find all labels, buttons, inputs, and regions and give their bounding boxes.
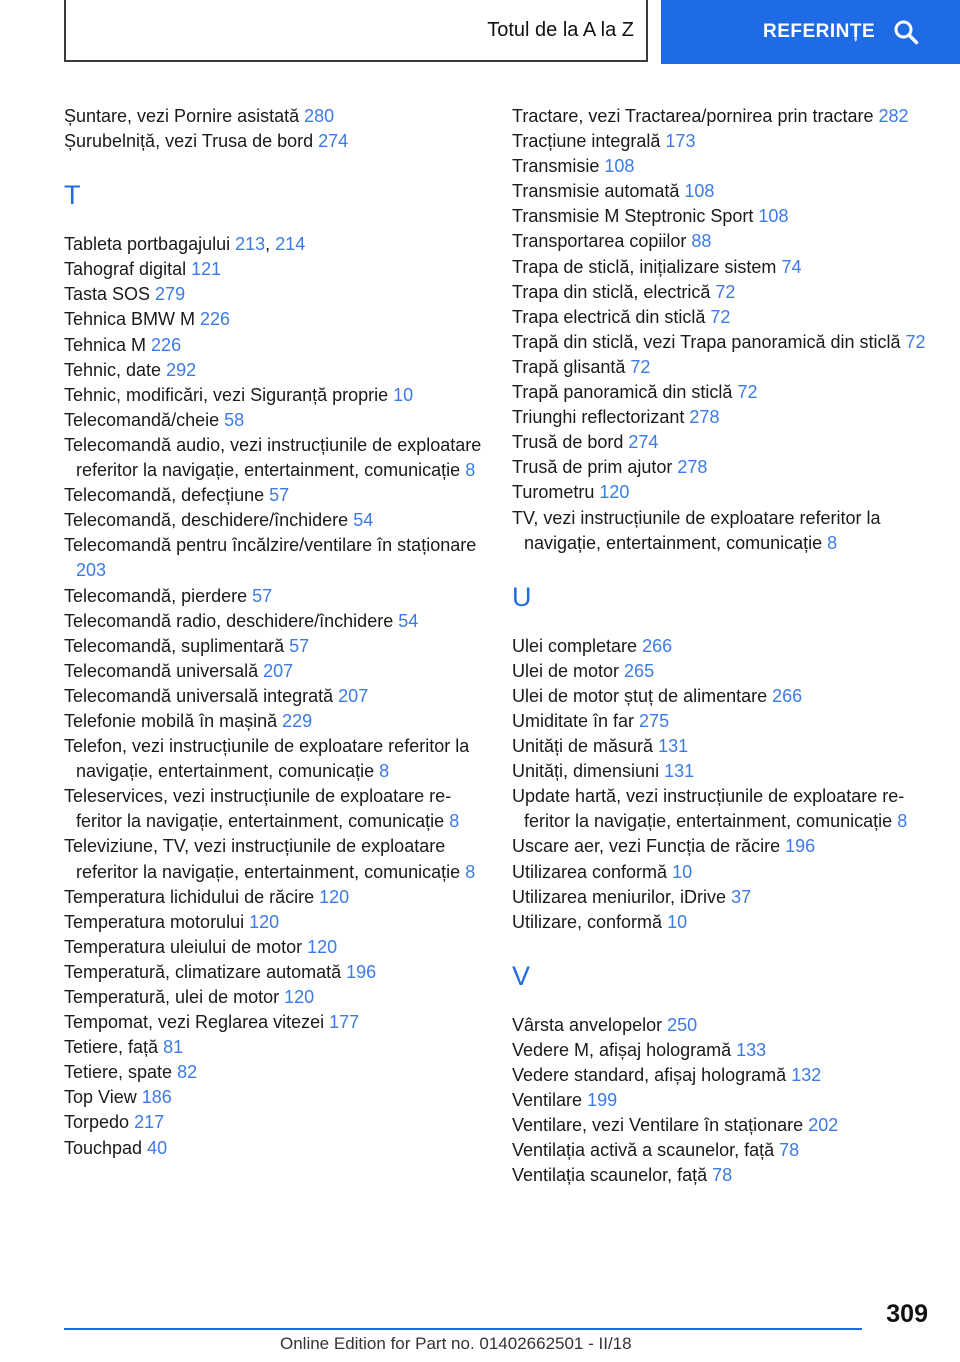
page-reference-link[interactable]: 57 (289, 635, 310, 656)
page-reference-link[interactable]: 8 (449, 811, 460, 832)
index-entry (64, 734, 484, 784)
page-reference-link[interactable]: 120 (319, 886, 350, 907)
page-reference-link[interactable]: 196 (785, 836, 816, 857)
index-entry-text: Tehnica M (64, 334, 152, 355)
section-spacer (64, 210, 484, 232)
index-entry (64, 834, 484, 884)
index-letter-heading: U (512, 581, 532, 612)
index-entry-text: Umiditate în far (512, 710, 640, 731)
index-entry-text: Televiziune, TV, vezi instrucțiunile de exploatare referitor la navigație, entertainment, comunicație (64, 836, 466, 882)
index-entry-text: Unități de măsură (512, 736, 659, 757)
index-entry (64, 1110, 484, 1135)
index-entry-text: Vedere standard, afișaj hologramă (512, 1065, 792, 1085)
page-reference-link[interactable]: 120 (307, 936, 338, 957)
index-entry-text: Utilizarea meniurilor, iDrive (512, 886, 732, 907)
index-entry-text: Transmisie automată (512, 181, 685, 202)
index-entry-text: Touchpad (64, 1137, 148, 1158)
index-entry-text: Tableta portbagajului (64, 234, 236, 255)
page-number: 309 (886, 1300, 928, 1328)
index-entry (64, 910, 484, 935)
index-entry (64, 634, 484, 659)
index-entry-text: Tetiere, față (64, 1037, 164, 1058)
index-entry-text: Utilizare, conformă (512, 911, 668, 932)
index-entry (512, 154, 932, 179)
index-entry (64, 1085, 484, 1110)
page-reference-link[interactable]: 265 (624, 660, 655, 681)
page-reference-link[interactable]: 37 (731, 886, 752, 907)
index-entry (64, 232, 484, 257)
page-reference-link[interactable]: 40 (147, 1137, 168, 1158)
index-entry (64, 659, 484, 684)
index-entry (512, 684, 932, 709)
index-entry (64, 935, 484, 960)
index-entry (64, 129, 484, 154)
page-reference-link[interactable]: 8 (897, 811, 908, 832)
index-entry-text: Tehnica BMW M (64, 309, 201, 330)
index-entry-text: Trapă panoramică din sticlă (512, 382, 738, 403)
section-spacer (64, 154, 484, 180)
index-entry (512, 860, 932, 885)
index-entry (512, 179, 932, 204)
index-entry-text: Telecomandă universală integrată (64, 685, 339, 706)
index-entry-text: Trusă de prim ajutor (512, 457, 678, 478)
page-reference-link[interactable]: 72 (710, 306, 731, 327)
index-entry-text: Unități, dimensiuni (512, 761, 665, 782)
index-entry (512, 759, 932, 784)
index-entry-text: Trusă de bord (512, 432, 629, 453)
index-entry (64, 508, 484, 533)
footer-divider (64, 1328, 862, 1330)
page-reference-link[interactable]: 72 (737, 382, 758, 403)
index-entry (64, 885, 484, 910)
index-entry-text: Torpedo (64, 1112, 135, 1133)
index-entry (512, 355, 932, 380)
index-entry (512, 405, 932, 430)
page-reference-link[interactable]: 226 (151, 334, 182, 355)
page-reference-link[interactable]: 131 (658, 736, 689, 757)
index-entry (512, 129, 932, 154)
index-entry-text: Șurubelniță, vezi Trusa de bord (64, 131, 319, 152)
page-reference-link[interactable]: 282 (878, 106, 909, 126)
page-reference-link[interactable]: 120 (249, 911, 280, 932)
index-entry (512, 659, 932, 684)
index-entry-text: Tempomat, vezi Reglarea vitezei (64, 1012, 330, 1033)
page-reference-link[interactable]: 54 (398, 610, 419, 631)
page-reference-link[interactable]: 133 (736, 1039, 767, 1060)
page-reference-link[interactable]: 279 (155, 284, 186, 305)
index-entry (64, 1060, 484, 1085)
section-header (64, 0, 648, 62)
index-entry-text: TV, vezi instrucțiunile de exploatare referitor la navigație, entertainment, comunicație (512, 507, 881, 553)
index-entry-text: Tetiere, spate (64, 1062, 178, 1083)
index-entry (512, 1063, 932, 1088)
index-entry-text: Teleservices, vezi instrucțiunile de exploatare referitor la navigație, entertainment, comunicație (64, 786, 452, 832)
index-entry (64, 383, 484, 408)
index-entry-text: Telecomandă universală (64, 660, 264, 681)
section-spacer (512, 612, 932, 634)
index-entry (512, 506, 932, 556)
index-entry-text: Ulei de motor ștuț de alimentare (512, 685, 773, 706)
index-entry-text: Telecomandă, defecțiune (64, 485, 270, 506)
page-reference-link[interactable]: 121 (191, 259, 222, 280)
index-entry-text: Ventilare (512, 1090, 588, 1111)
page-reference-link[interactable]: 88 (691, 231, 712, 252)
index-entry-text: Top View (64, 1087, 142, 1108)
page-reference-link[interactable]: 58 (224, 409, 245, 430)
index-entry-text: Triunghi reflectorizant (512, 407, 690, 428)
index-entry-text: Ventilația activă a scaunelor, față (512, 1140, 780, 1161)
index-entry-text: Ventilația scaunelor, față (512, 1165, 713, 1186)
index-entry (64, 282, 484, 307)
index-entry-text: Ventilare, vezi Ventilare în staționare (512, 1115, 809, 1136)
index-entry-text: Vârsta anvelopelor (512, 1014, 668, 1035)
index-entry-text: Temperatură, climatizare automată (64, 961, 347, 982)
page-reference-link[interactable]: 108 (604, 156, 635, 177)
index-entry (64, 985, 484, 1010)
index-entry (512, 330, 932, 355)
page-reference-link[interactable]: 217 (134, 1112, 165, 1133)
index-entry (512, 734, 932, 759)
page-reference-link[interactable]: 266 (642, 635, 673, 656)
index-entry (64, 784, 484, 834)
index-entry-text: Tahograf digital (64, 259, 192, 280)
index-entry-text: Ulei de motor (512, 660, 625, 681)
page-reference-link[interactable]: 120 (599, 482, 630, 503)
index-entry (512, 634, 932, 659)
index-entry (64, 960, 484, 985)
index-entry-text: Turometru (512, 482, 600, 503)
index-entry-text: Ulei completare (512, 635, 643, 656)
index-entry (512, 305, 932, 330)
page-reference-link[interactable]: 8 (465, 861, 476, 882)
page-reference-link[interactable]: 207 (263, 660, 294, 681)
index-entry-text: Tehnic, date (64, 359, 167, 380)
page-reference-link[interactable]: 274 (628, 432, 659, 453)
section-spacer (512, 556, 932, 582)
page-reference-link[interactable]: 54 (353, 510, 374, 531)
section-spacer (512, 935, 932, 961)
page-reference-link[interactable]: 266 (772, 685, 803, 706)
index-entry (64, 1035, 484, 1060)
section-title: Totul de la A la Z (487, 18, 634, 41)
index-letter-heading: T (64, 180, 81, 211)
index-entry (512, 280, 932, 305)
index-entry (64, 483, 484, 508)
index-entry (512, 784, 932, 834)
index-entry (64, 684, 484, 709)
index-entry-text: Telecomandă/cheie (64, 409, 225, 430)
index-entry-text: Temperatura uleiului de motor (64, 936, 308, 957)
page-reference-link[interactable]: 173 (665, 131, 696, 152)
index-entry (512, 104, 932, 129)
index-entry (512, 229, 932, 254)
index-entry (64, 1010, 484, 1035)
index-entry (512, 204, 932, 229)
index-entry (64, 584, 484, 609)
index-entry-text: Uscare aer, vezi Funcția de răcire (512, 836, 786, 857)
page-reference-link[interactable]: 226 (200, 309, 231, 330)
index-entry-text: Trapă glisantă (512, 356, 631, 377)
index-entry-text: Trapa de sticlă, inițializare sistem (512, 256, 782, 277)
page-reference-link[interactable]: 199 (587, 1090, 618, 1111)
page-reference-link[interactable]: 108 (758, 206, 789, 227)
page-reference-link[interactable]: 72 (905, 331, 926, 352)
index-entry (512, 430, 932, 455)
page-reference-link[interactable]: 229 (282, 710, 313, 731)
index-entry (512, 255, 932, 280)
page-reference-link[interactable]: 10 (393, 384, 414, 405)
index-entry (64, 307, 484, 332)
page-reference-link[interactable]: 72 (630, 356, 651, 377)
page-reference-link[interactable]: 214 (275, 234, 306, 255)
index-entry-text: Telecomandă radio, deschidere/închidere (64, 610, 399, 631)
index-entry-text: Telecomandă, suplimentară (64, 635, 290, 656)
page-reference-link[interactable]: 292 (166, 359, 197, 380)
index-entry-text: Trapă din sticlă, vezi Trapa panoramică din sticlă (512, 331, 906, 352)
index-entry (512, 709, 932, 734)
page-reference-link[interactable]: 81 (163, 1037, 184, 1058)
index-entry-text: Temperatură, ulei de motor (64, 987, 285, 1007)
index-entry (512, 1013, 932, 1038)
page-reference-link[interactable]: 278 (677, 457, 708, 478)
index-entry-text: Vedere M, afișaj hologramă (512, 1039, 737, 1060)
index-entry-text: Telefonie mobilă în mașină (64, 710, 283, 731)
index-column-right (512, 104, 932, 1188)
section-spacer (512, 991, 932, 1013)
page-reference-link[interactable]: 250 (667, 1014, 698, 1035)
page-reference-link[interactable]: 274 (318, 131, 349, 152)
page-reference-link[interactable]: 8 (465, 460, 476, 481)
page-reference-link[interactable]: 57 (269, 485, 290, 506)
page-reference-link[interactable]: 177 (329, 1012, 360, 1033)
index-entry (512, 380, 932, 405)
index-entry-text: Transmisie (512, 156, 605, 177)
index-entry (512, 1138, 932, 1163)
page-reference-link[interactable]: 278 (689, 407, 720, 428)
page-reference-link[interactable]: 8 (827, 532, 838, 553)
page-reference-link[interactable]: 207 (338, 685, 369, 706)
page-reference-link[interactable]: 120 (284, 987, 315, 1007)
index-entry-text: Tractare, vezi Tractarea/pornirea prin tractare (512, 106, 879, 126)
index-entry-text: Trapa din sticlă, electrică (512, 281, 716, 302)
index-entry (512, 910, 932, 935)
index-entry-text: Transmisie M Steptronic Sport (512, 206, 759, 227)
page-reference-link[interactable]: 213 (235, 234, 266, 255)
index-column-left (64, 104, 484, 1161)
index-entry-text: Tracțiune integrală (512, 131, 666, 152)
index-letter-heading: V (512, 960, 531, 991)
index-entry (64, 609, 484, 634)
index-entry (64, 709, 484, 734)
page-reference-link[interactable]: 82 (177, 1062, 198, 1083)
page-reference-link[interactable]: 10 (667, 911, 688, 932)
page-reference-link[interactable]: 132 (791, 1065, 822, 1085)
index-entry (64, 257, 484, 282)
page-reference-link[interactable]: 78 (779, 1140, 800, 1161)
page-reference-link[interactable]: 202 (808, 1115, 839, 1136)
search-icon[interactable] (893, 19, 919, 45)
page-reference-link[interactable]: 78 (712, 1165, 733, 1186)
index-entry-text: Tasta SOS (64, 284, 156, 305)
index-entry-text: Transportarea copiilor (512, 231, 692, 252)
index-entry (64, 1136, 484, 1161)
page-reference-link[interactable]: 8 (379, 761, 390, 782)
index-entry-text: Șuntare, vezi Pornire asistată (64, 106, 305, 126)
index-entry-text: Telefon, vezi instrucțiunile de exploatare referitor la navigație, entertainment, comunicație (64, 736, 470, 782)
page-reference-link[interactable]: 72 (715, 281, 736, 302)
index-entry (512, 455, 932, 480)
references-tab-label: REFERINȚE (763, 21, 876, 42)
index-entry (64, 358, 484, 383)
index-entry (64, 433, 484, 483)
index-entry-text: Telecomandă pentru încălzire/ventilare în staționare (64, 535, 477, 556)
index-entry (512, 885, 932, 910)
page-separator: , (265, 234, 276, 255)
index-entry (512, 1038, 932, 1063)
page-reference-link[interactable]: 280 (304, 106, 335, 126)
index-entry (64, 333, 484, 358)
index-entry-text: Telecomandă, pierdere (64, 585, 253, 606)
index-entry (512, 1088, 932, 1113)
index-entry (64, 408, 484, 433)
index-entry-text: Utilizarea conformă (512, 861, 673, 882)
index-entry (512, 480, 932, 505)
index-entry (64, 104, 484, 129)
index-entry (512, 1113, 932, 1138)
index-entry-text: Temperatura motorului (64, 911, 250, 932)
index-entry-text: Telecomandă, deschidere/închidere (64, 510, 354, 531)
page-reference-link[interactable]: 108 (684, 181, 715, 202)
references-tab[interactable] (661, 0, 960, 64)
index-entry (512, 834, 932, 859)
index-entry-text: Update hartă, vezi instrucțiunile de exploatare referitor la navigație, entertainment, comunicație (512, 786, 905, 832)
page-reference-link[interactable]: 74 (781, 256, 802, 277)
index-entry (512, 1163, 932, 1188)
page-reference-link[interactable]: 10 (672, 861, 693, 882)
edition-note: Online Edition for Part no. 01402662501 - II/18 (280, 1334, 632, 1353)
index-entry-text: Temperatura lichidului de răcire (64, 886, 320, 907)
page-reference-link[interactable]: 196 (346, 961, 377, 982)
index-entry-text: Trapa electrică din sticlă (512, 306, 711, 327)
index-entry-text: Tehnic, modificări, vezi Siguranță proprie (64, 384, 394, 405)
page-reference-link[interactable]: 57 (252, 585, 273, 606)
index-entry-text: Telecomandă audio, vezi instrucțiunile de exploatare referitor la navigație, entertainment, comunicație (64, 434, 482, 481)
page-reference-link[interactable]: 131 (664, 761, 695, 782)
page-reference-link[interactable]: 186 (141, 1087, 172, 1108)
index-entry (64, 533, 484, 583)
page-reference-link[interactable]: 203 (76, 560, 107, 581)
page-reference-link[interactable]: 275 (639, 710, 670, 731)
